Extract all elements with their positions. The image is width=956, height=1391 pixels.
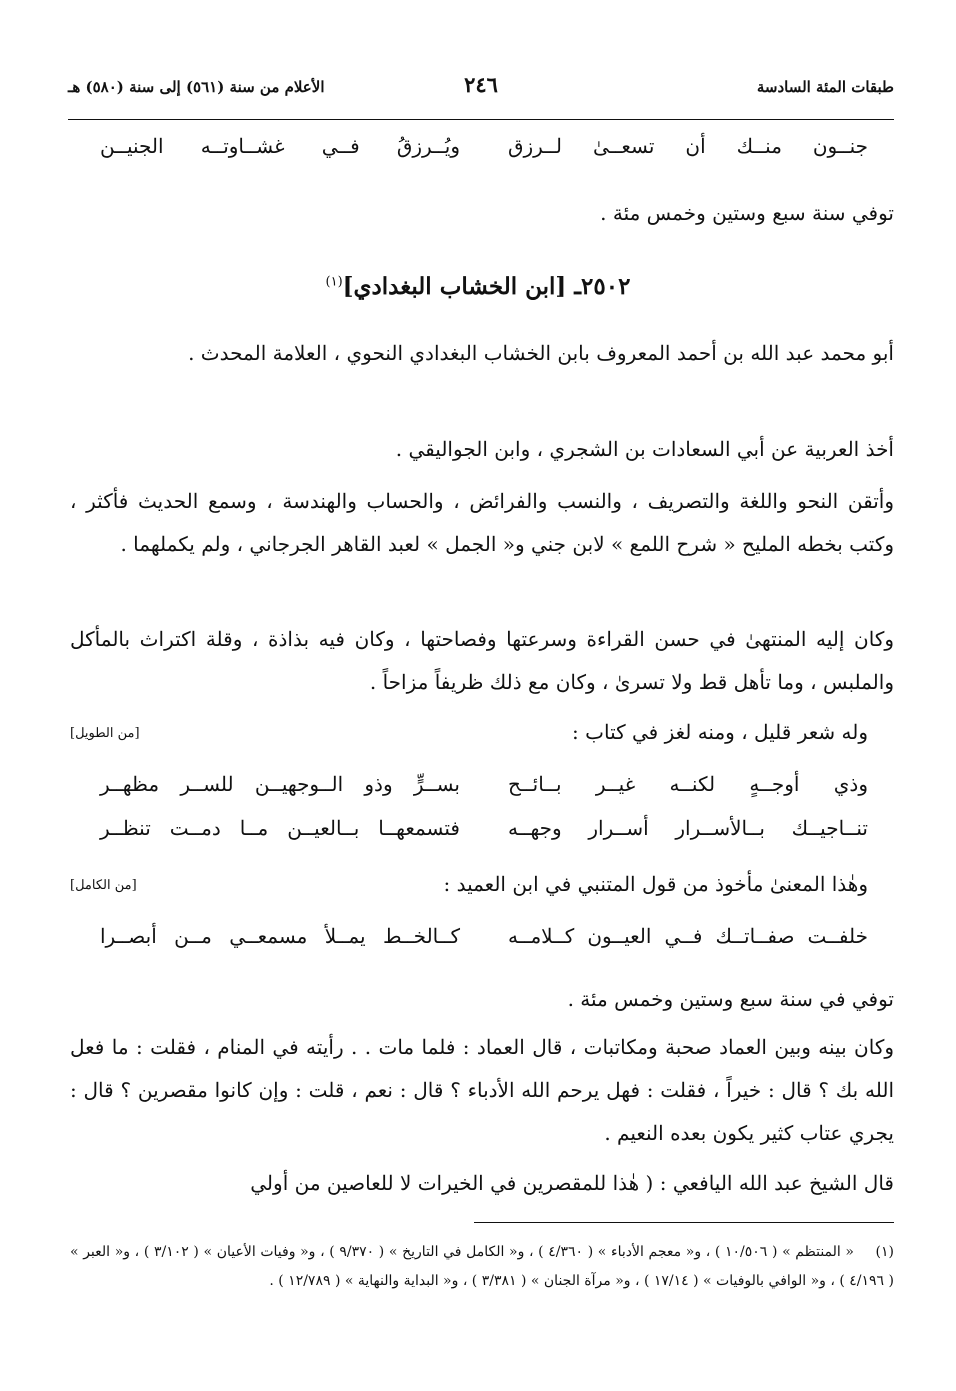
- verse-line: [100, 134, 868, 174]
- entry-title-text: ٢٥٠٢ـ [ابن الخشاب البغدادي]: [342, 273, 631, 300]
- paragraph-yafii: قال الشيخ عبد الله اليافعي : ( هٰذا للمقصرين في الخيرات لا للعاصين من أولي: [250, 1171, 894, 1195]
- poem1-intro: وله شعر قليل ، ومنه لغز في كتاب :: [572, 720, 868, 744]
- entry-title: [0, 273, 956, 300]
- paragraph-character: وكان إليه المنتهىٰ في حسن القراءة وسرعتها وفصاحتها ، وكان فيه بذاذة ، وقلة اكتراث بالمأكل والملبس ، وما تأهل قط ولا تسرىٰ ، وكان مع ذلك ظريفاً مزاحاً .: [70, 627, 894, 694]
- paragraph-sciences: وأتقن النحو واللغة والتصريف ، والنسب والفرائض ، والحساب والهندسة ، وسمع الحديث فأكثر ، وكتب بخطه المليح « شرح اللمع » لابن جني و« الجمل » لعبد القاهر الجرجاني ، ولم يكملهما .: [70, 489, 894, 556]
- paragraph-dream: وكان بينه وبين العماد صحبة ومكاتبات ، قال العماد : فلما مات . . رأيته في المنام ، فقلت : ما فعل الله بك ؟ قال : خيراً ، فقلت : فهل يرحم الله الأدباء ؟ قال : نعم ، قلت : وإن كانوا مقصرين ؟ قال : يجري عتاب كثير يكون بعده النعيم .: [70, 1035, 894, 1145]
- verse-line: [100, 816, 868, 856]
- footnote-text: « المنتظم » ( ١٠/٥٠٦ ) ، و« معجم الأدباء » ( ٤/٣٦٠ ) ، و« الكامل في التاريخ » ( ٩/٣٧٠ ) ، و« وفيات الأعيان » ( ٣/١٠٢ ) ، و« العبر » ( ٤/١٩٦ ) ، و« الوافي بالوفيات » ( ١٧/١٤ ) ، و« مرآة الجنان » ( ٣/٣٨١ ) ، و« البداية والنهاية » ( ١٢/٧٨٩ ) .: [70, 1244, 894, 1289]
- verse-line: [100, 772, 868, 812]
- header-year-range: الأعلام من سنة (٥٦١) إلى سنة (٥٨٠) هـ: [68, 78, 325, 96]
- poem2-intro: وهٰذا المعنىٰ مأخوذ من قول المتنبي في ابن العميد :: [443, 872, 868, 896]
- header-section-title: طبقات المئة السادسة: [756, 78, 894, 96]
- verse-first-hemistich: خلفــت صفــاتــك فــي العيــون كــلامــه: [508, 924, 868, 948]
- footnote-number: (١): [875, 1244, 894, 1260]
- verse-second-hemistich: بســرٍّ وذو الــوجهيــن للســر مظهــر: [100, 772, 460, 796]
- poem1-meter: [من الطويل]: [70, 726, 140, 741]
- verse-line: [100, 924, 868, 964]
- verse-second-hemistich: فتسمعهــا بــالعيــن مــا دمــت تنظــر: [100, 816, 460, 840]
- death-note-previous: توفي سنة سبع وستين وخمس مئة .: [600, 201, 894, 225]
- verse-second-hemistich: ويُــرزقُ فــي غشــاوتــه الجنيــن: [100, 134, 460, 158]
- verse-first-hemistich: جنــون منــك أن تسعــىٰ لــرزق: [508, 134, 868, 158]
- poem2-intro-row: [70, 872, 868, 908]
- footnote-reference: (١): [325, 274, 343, 290]
- running-header: [68, 72, 894, 108]
- paragraph-intro: أبو محمد عبد الله بن أحمد المعروف بابن الخشاب البغدادي النحوي ، العلامة المحدث .: [188, 341, 894, 365]
- footnote: [70, 1238, 894, 1296]
- header-divider: [68, 119, 894, 120]
- footnote-divider: [474, 1222, 894, 1223]
- verse-second-hemistich: كــالخــط يمــلأ مسمعــي مــن أبصــرا: [100, 924, 460, 948]
- poem2-meter: [من الكامل]: [70, 878, 137, 893]
- page-number: ٢٤٦: [464, 72, 498, 97]
- poem1-intro-row: [70, 720, 868, 756]
- paragraph-teachers: أخذ العربية عن أبي السعادات بن الشجري ، وابن الجواليقي .: [395, 437, 894, 461]
- verse-first-hemistich: وذي أوجــهٍ لكنــه غيــر بــائــح: [508, 772, 868, 796]
- verse-first-hemistich: تنــاجيــك بــالأســرار أســرار وجهــه: [508, 816, 868, 840]
- death-note: توفي في سنة سبع وستين وخمس مئة .: [567, 987, 894, 1011]
